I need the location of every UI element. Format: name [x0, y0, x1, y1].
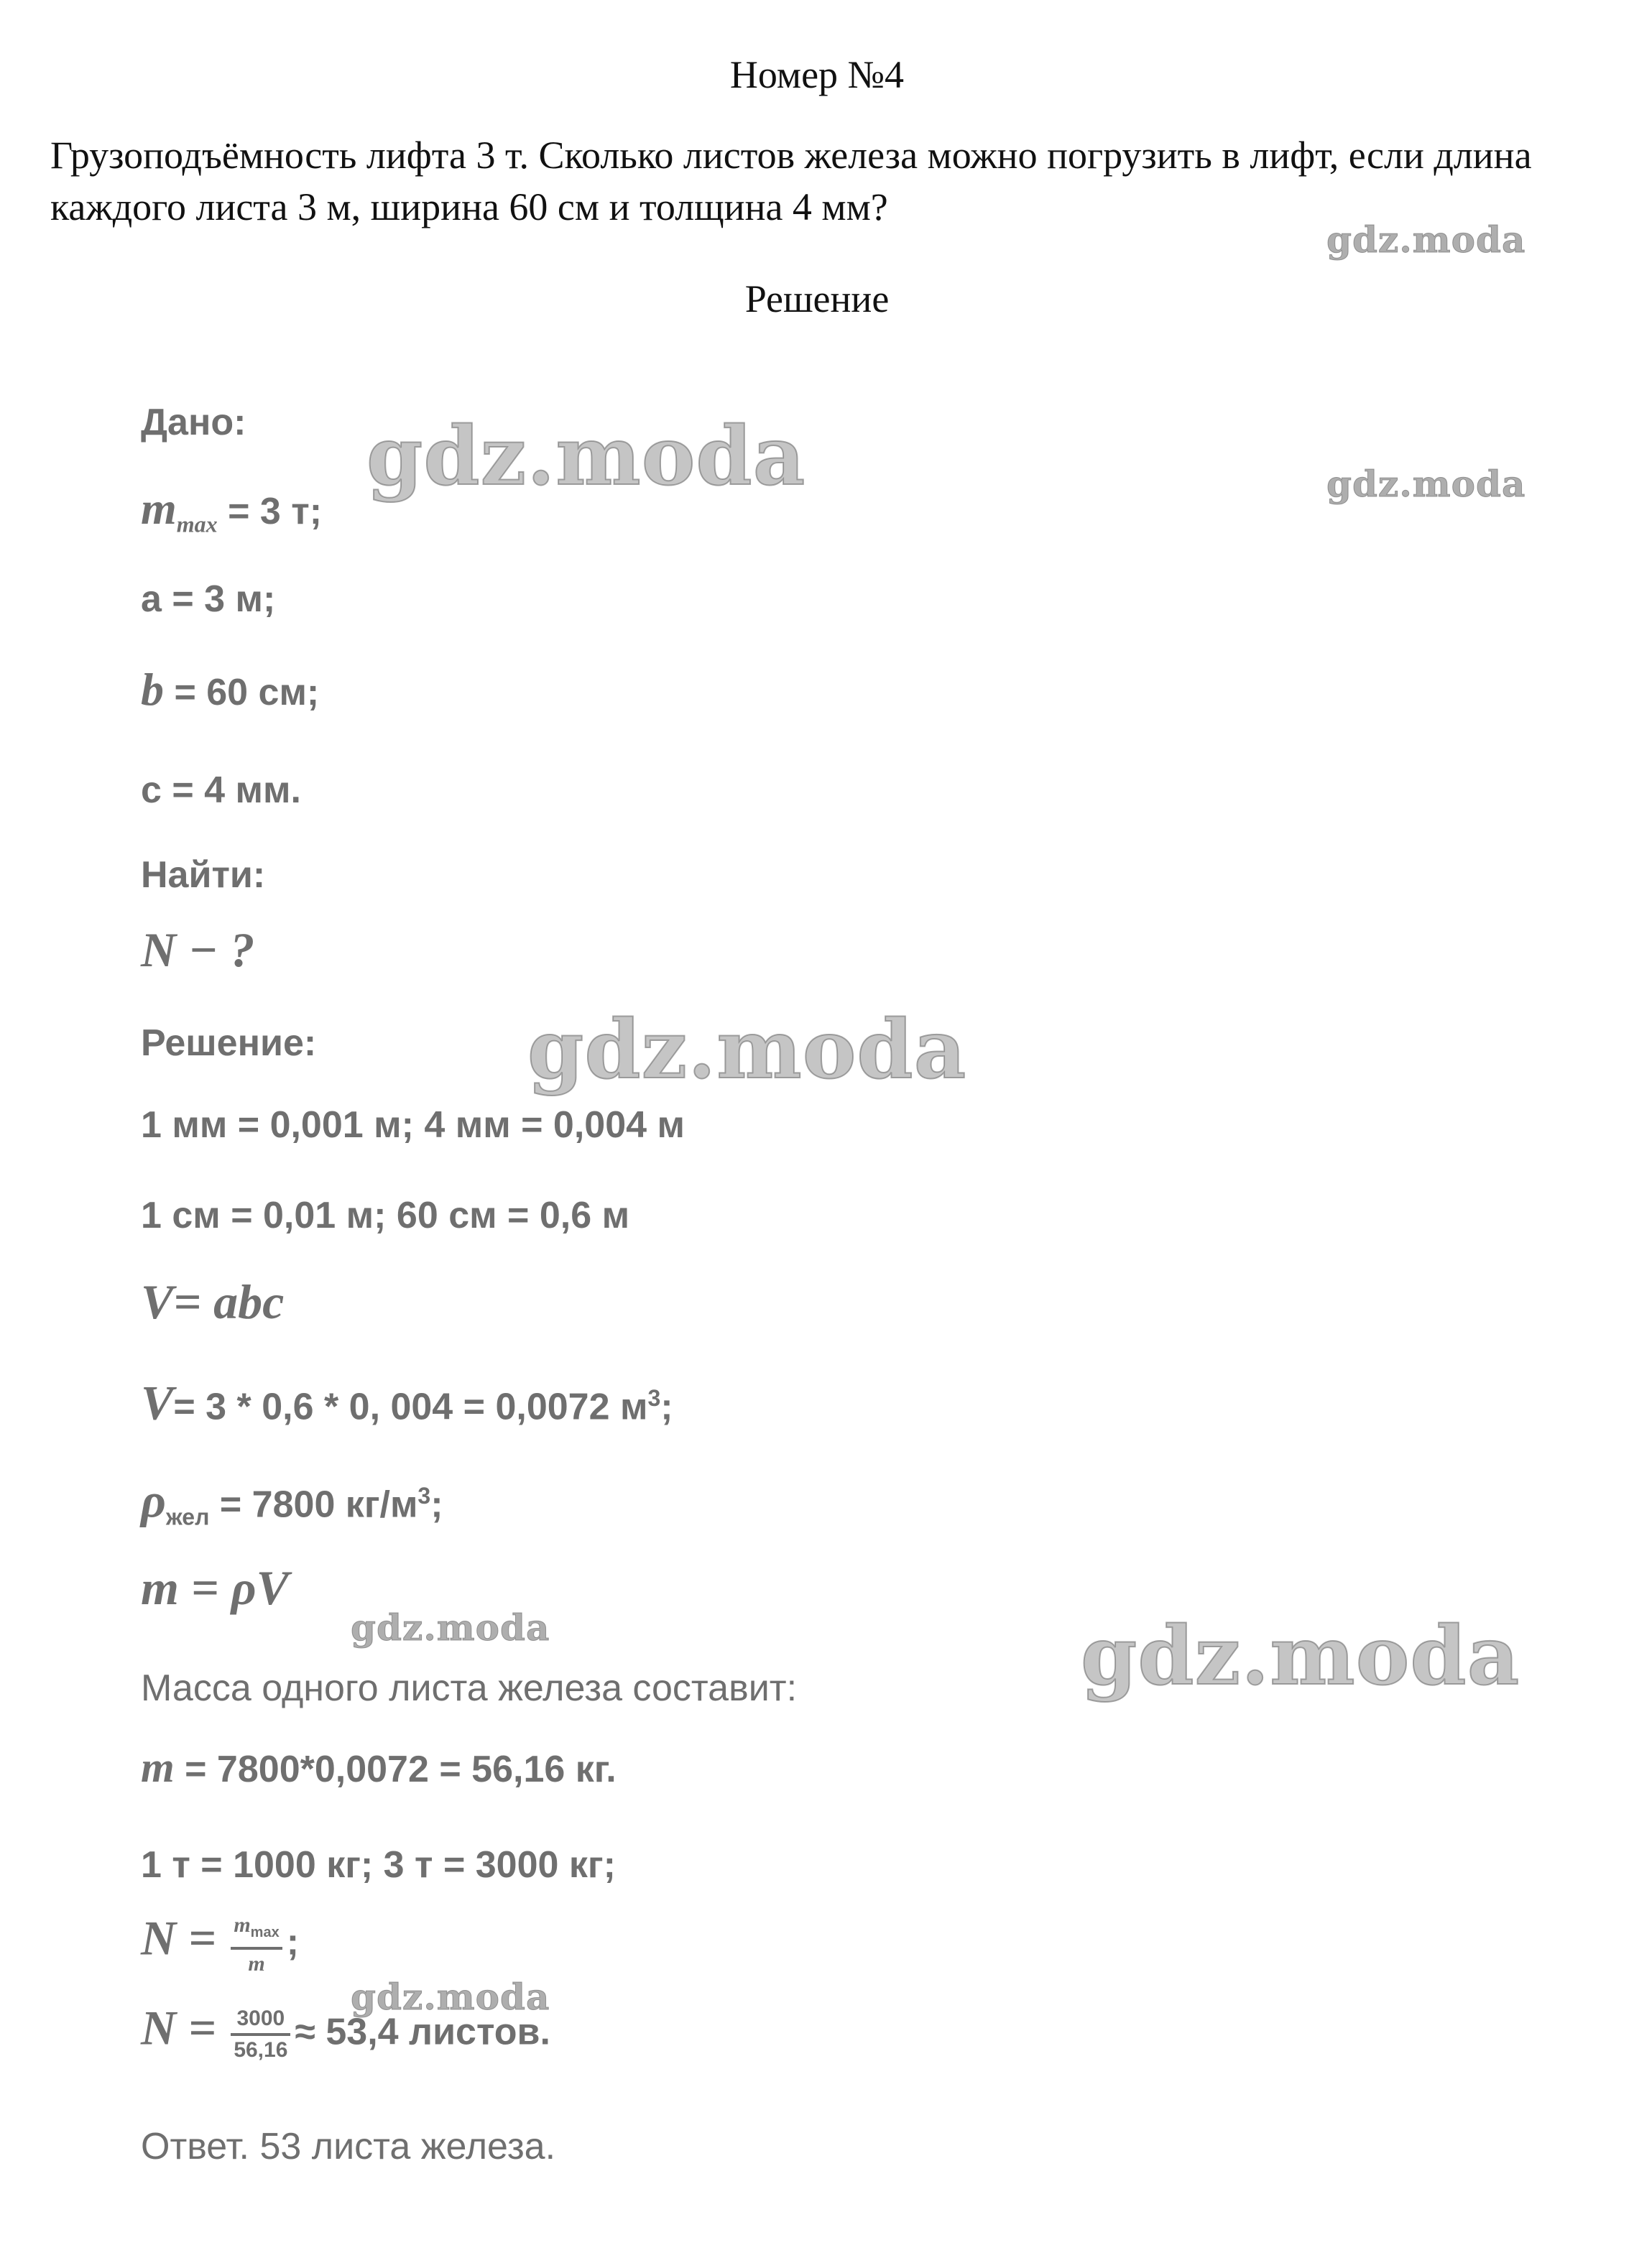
problem-statement: Грузоподъёмность лифта 3 т. Сколько листов железа можно погрузить в лифт, если длина каждого листа 3 м, ширина 60 см и толщина 4 мм?: [50, 134, 1532, 228]
mmax-sub: max: [176, 511, 218, 537]
find-label: Найти:: [141, 854, 266, 896]
volume-calc-text: = 3 * 0,6 * 0, 004 = 0,0072 м: [173, 1386, 648, 1428]
rho-exponent: 3: [417, 1483, 431, 1509]
n-calc-num: 3000: [231, 2004, 290, 2036]
volume-calc-end: ;: [660, 1386, 673, 1428]
n-formula-fraction: [231, 1911, 282, 1978]
solution-heading: Решение: [744, 277, 890, 320]
b-value: = 60 см;: [164, 672, 320, 713]
b-symbol: b: [141, 664, 164, 715]
watermark: gdz.moda: [1326, 218, 1526, 261]
answer: Ответ. 53 листа железа.: [141, 2126, 556, 2167]
n-formula: [141, 1911, 299, 1978]
given-a: a = 3 м;: [141, 578, 276, 620]
page-title: Номер №4: [729, 53, 905, 96]
given-mmax: [141, 483, 323, 547]
mass-calc-value: = 7800*0,0072 = 56,16 кг.: [174, 1749, 617, 1790]
mmax-symbol: m: [141, 483, 177, 534]
mm-conversion: 1 мм = 0,001 м; 4 мм = 0,004 м: [141, 1104, 685, 1146]
ton-conversion: 1 т = 1000 кг; 3 т = 3000 кг;: [141, 1844, 616, 1886]
cm-conversion: 1 см = 0,01 м; 60 см = 0,6 м: [141, 1195, 630, 1236]
volume-exponent: 3: [647, 1385, 661, 1411]
n-formula-end: ;: [286, 1921, 300, 1963]
watermark: gdz.moda: [1081, 1609, 1520, 1703]
n-formula-lhs: N =: [141, 1910, 216, 1966]
volume-formula-text: V= abc: [141, 1274, 285, 1329]
volume-calculation: [141, 1375, 673, 1430]
rho-sub: жел: [166, 1504, 210, 1530]
mass-calculation: [141, 1744, 617, 1792]
given-label: Дано:: [141, 402, 246, 443]
watermark: gdz.moda: [527, 1003, 967, 1097]
rho-value: = 7800 кг/м: [209, 1484, 418, 1526]
find-line: [141, 922, 255, 977]
density-line: [141, 1473, 443, 1540]
n-calc-lhs: N =: [141, 2000, 216, 2055]
mass-formula: [141, 1560, 290, 1615]
n-calc-end: ≈ 53,4 листов.: [295, 2011, 550, 2053]
watermark: gdz.moda: [351, 1976, 550, 2018]
given-b: [141, 664, 320, 716]
watermark: gdz.moda: [366, 409, 806, 504]
mmax-value: = 3 т;: [217, 491, 323, 532]
watermark: gdz.moda: [1326, 463, 1526, 505]
n-formula-den: m: [248, 1952, 265, 1976]
n-formula-num: m: [234, 1913, 251, 1937]
volume-symbol: V: [141, 1375, 174, 1430]
rho-symbol: ρ: [141, 1473, 167, 1528]
solution-label: Решение:: [141, 1022, 317, 1064]
find-expression: N − ?: [141, 922, 255, 977]
rho-end: ;: [430, 1484, 443, 1526]
n-calc-den: 56,16: [234, 2038, 288, 2062]
mass-calc-symbol: m: [141, 1744, 175, 1791]
given-c: c = 4 мм.: [141, 769, 301, 811]
n-formula-num-sub: max: [250, 1925, 280, 1940]
volume-formula: [141, 1274, 285, 1329]
n-calc-fraction: [231, 2004, 290, 2065]
mass-text: Масса одного листа железа составит:: [141, 1667, 798, 1709]
watermark: gdz.moda: [351, 1606, 550, 1649]
mass-formula-text: m = ρV: [141, 1560, 290, 1615]
